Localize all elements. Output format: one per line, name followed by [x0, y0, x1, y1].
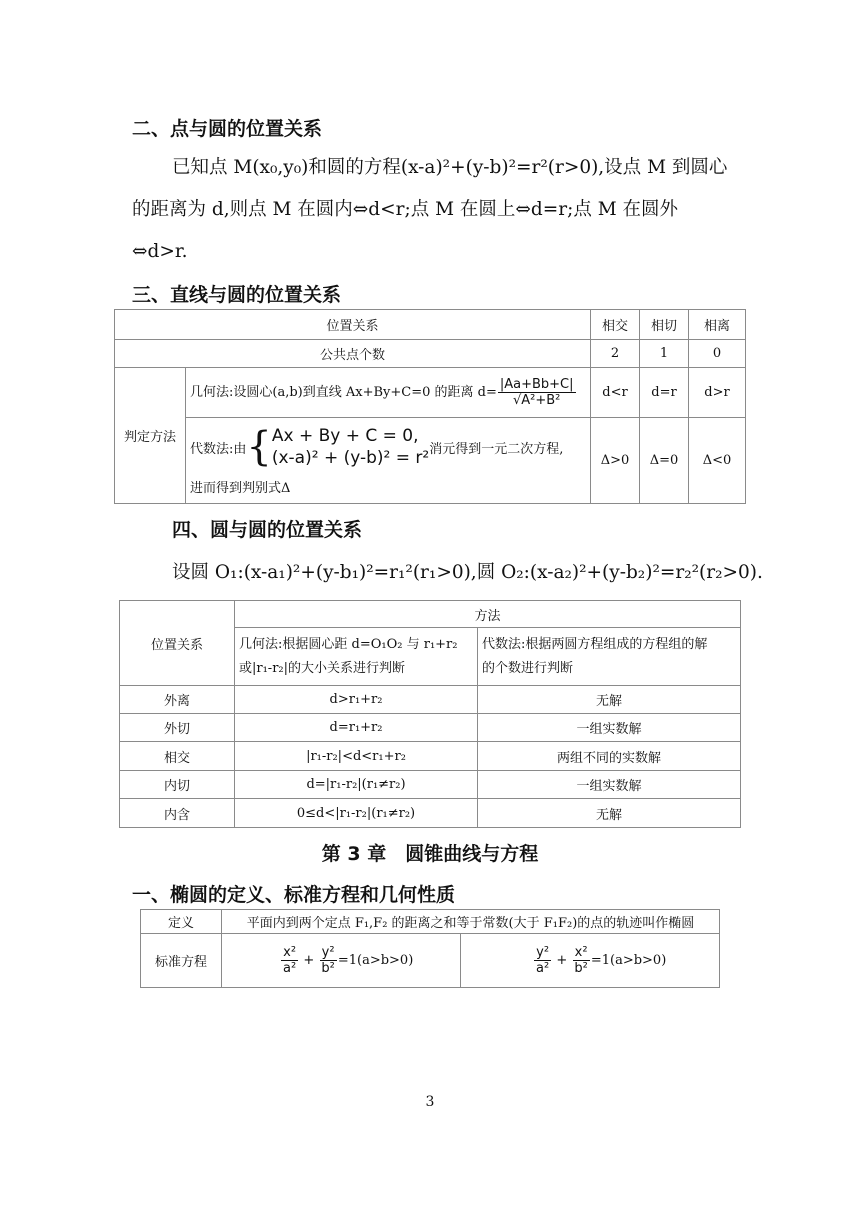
algebraic-prefix: 代数法:由	[190, 441, 247, 457]
paragraph-line-3: ⇔d>r.	[132, 241, 188, 262]
geo-intersect: d<r	[591, 368, 640, 418]
alg-separate: Δ<0	[689, 418, 746, 504]
equation-y-axis	[461, 934, 720, 988]
equation-x-axis	[222, 934, 461, 988]
common-points-label: 公共点个数	[115, 340, 591, 368]
equation-2: (x-a)² + (y-b)² = r²	[271, 448, 430, 468]
standard-equation-label: 标准方程	[141, 934, 222, 988]
row-name: 内切	[120, 771, 235, 799]
common-points-separate: 0	[689, 340, 746, 368]
row-name: 外离	[120, 686, 235, 714]
geo-tangent: d=r	[640, 368, 689, 418]
row-name: 内含	[120, 799, 235, 828]
denominator: b²	[321, 961, 335, 976]
row-geometric: d=|r₁-r₂|(r₁≠r₂)	[235, 771, 478, 799]
alg-intersect: Δ>0	[591, 418, 640, 504]
position-label: 位置关系	[120, 601, 235, 686]
heading-point-circle: 二、点与圆的位置关系	[132, 118, 323, 140]
equation-tail: =1(a>b>0)	[590, 953, 667, 968]
line-circle-table	[114, 309, 746, 504]
algebraic-header-line-1: 代数法:根据两圆方程组成的方程组的解	[482, 636, 708, 652]
row-algebraic: 一组实数解	[478, 771, 741, 799]
row-geometric: d>r₁+r₂	[235, 686, 478, 714]
table-row	[120, 714, 741, 742]
row-name: 外切	[120, 714, 235, 742]
paragraph-line-1: 已知点 M(x₀,y₀)和圆的方程(x-a)²+(y-b)²=r²(r>0),设点 M 到圆心	[172, 157, 728, 178]
common-points-tangent: 1	[640, 340, 689, 368]
judge-method-label: 判定方法	[115, 368, 186, 504]
row-geometric: d=r₁+r₂	[235, 714, 478, 742]
two-circles-formula: 设圆 O₁:(x-a₁)²+(y-b₁)²=r₁²(r₁>0),圆 O₂:(x-a₂)²+(y-b₂)²=r₂²(r₂>0).	[172, 562, 763, 583]
plus-sign: +	[303, 953, 315, 968]
alg-tangent: Δ=0	[640, 418, 689, 504]
heading-circle-circle: 四、圆与圆的位置关系	[172, 519, 363, 541]
table-row	[120, 742, 741, 771]
header-intersect: 相交	[591, 310, 640, 340]
chapter-title: 第 3 章 圆锥曲线与方程	[321, 843, 539, 865]
x-squared-over-b-squared	[572, 945, 589, 976]
row-geometric: 0≤d<|r₁-r₂|(r₁≠r₂)	[235, 799, 478, 828]
algebraic-method-header	[478, 628, 741, 686]
table-row	[120, 771, 741, 799]
algebraic-method	[186, 418, 591, 504]
row-algebraic: 一组实数解	[478, 714, 741, 742]
denominator: a²	[283, 961, 297, 976]
y-squared-over-a-squared	[534, 945, 551, 976]
numerator: x²	[283, 945, 297, 960]
common-points-intersect: 2	[591, 340, 640, 368]
geometric-header-line-2: 或|r₁-r₂|的大小关系进行判断	[239, 660, 406, 676]
row-algebraic: 无解	[478, 686, 741, 714]
algebraic-suffix: 消元得到一元二次方程,	[429, 441, 564, 457]
algebraic-line-2: 进而得到判别式Δ	[190, 481, 291, 496]
geometric-method	[186, 368, 591, 418]
method-label: 方法	[235, 601, 741, 628]
geometric-text: 几何法:设圆心(a,b)到直线 Ax+By+C=0 的距离 d=	[190, 385, 497, 400]
y-squared-over-b-squared	[319, 945, 336, 976]
algebraic-header-line-2: 的个数进行判断	[482, 660, 574, 676]
geometric-method-header	[235, 628, 478, 686]
denominator: a²	[536, 961, 550, 976]
plus-sign: +	[556, 953, 568, 968]
equation-tail: =1(a>b>0)	[337, 953, 414, 968]
x-squared-over-a-squared	[281, 945, 298, 976]
numerator: x²	[574, 945, 588, 960]
system-brace: {	[246, 424, 272, 470]
numerator: y²	[321, 945, 335, 960]
definition-text: 平面内到两个定点 F₁,F₂ 的距离之和等于常数(大于 F₁F₂)的点的轨迹叫作椭圆	[222, 910, 720, 934]
row-name: 相交	[120, 742, 235, 771]
equation-system	[272, 425, 429, 469]
fraction-denominator: √A²+B²	[512, 393, 561, 408]
heading-ellipse: 一、椭圆的定义、标准方程和几何性质	[132, 884, 456, 906]
circle-circle-table	[119, 600, 741, 828]
paragraph-line-2: 的距离为 d,则点 M 在圆内⇔d<r;点 M 在圆上⇔d=r;点 M 在圆外	[132, 199, 679, 220]
table-row	[120, 799, 741, 828]
geo-separate: d>r	[689, 368, 746, 418]
table-row	[120, 686, 741, 714]
row-geometric: |r₁-r₂|<d<r₁+r₂	[235, 742, 478, 771]
header-separate: 相离	[689, 310, 746, 340]
definition-label: 定义	[141, 910, 222, 934]
header-position: 位置关系	[115, 310, 591, 340]
page-number: 3	[425, 1094, 435, 1110]
row-algebraic: 无解	[478, 799, 741, 828]
fraction-numerator: |Aa+Bb+C|	[499, 377, 574, 392]
heading-line-circle: 三、直线与圆的位置关系	[132, 284, 342, 306]
header-tangent: 相切	[640, 310, 689, 340]
row-algebraic: 两组不同的实数解	[478, 742, 741, 771]
equation-1: Ax + By + C = 0,	[271, 426, 419, 446]
distance-fraction	[498, 377, 576, 408]
geometric-header-line-1: 几何法:根据圆心距 d=O₁O₂ 与 r₁+r₂	[239, 636, 458, 652]
ellipse-table	[140, 909, 720, 988]
numerator: y²	[536, 945, 550, 960]
denominator: b²	[574, 961, 588, 976]
